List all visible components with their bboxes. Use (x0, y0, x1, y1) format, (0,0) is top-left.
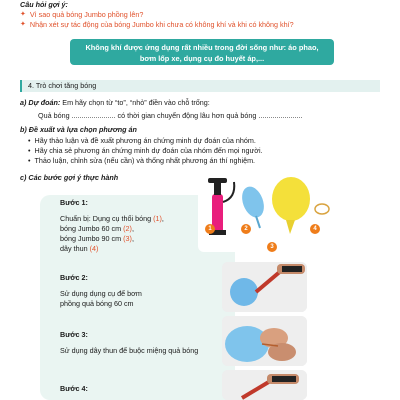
balloon-yellow-icon (272, 177, 310, 234)
step-line: dây thun (4) (60, 244, 99, 253)
step-line: bóng Jumbo 60 cm (2), (60, 224, 134, 233)
hint-item: ✦ Nhận xét sự tác động của bóng Jumbo khi chưa có không khí và khi có không khí? (20, 20, 294, 29)
badge-number: 2 (241, 224, 251, 234)
part-a-heading: a) Dự đoán: (20, 98, 61, 107)
part-a-text: Em hãy chọn từ “to”, “nhỏ” điền vào chỗ trống: (62, 98, 210, 107)
part-b-heading: b) Đề xuất và lựa chọn phương án (20, 125, 137, 134)
part-c-heading: c) Các bước gợi ý thực hành (20, 173, 119, 182)
step-4-photo (222, 370, 307, 400)
rubber-band-icon (315, 204, 329, 214)
step-3-photo (222, 316, 307, 366)
list-item: • Thảo luận, chỉnh sửa (nếu cần) và thống nhất phương án thí nghiệm. (28, 156, 388, 166)
step-title: Bước 2: (60, 273, 88, 282)
banner-line: Không khí được ứng dụng rất nhiều trong đời sống như: áo phao, (85, 43, 319, 52)
materials-illustration (198, 172, 338, 252)
step-title: Bước 4: (60, 384, 88, 393)
step-3 (60, 330, 240, 356)
badge-number: 3 (267, 242, 277, 252)
badge-number: 1 (205, 224, 215, 234)
step-2 (60, 273, 230, 309)
hint-item: ✦ Vì sao quả bóng Jumbo phồng lên? (20, 10, 144, 19)
pump-hand-illustration (222, 370, 307, 400)
fill-in-sentence: Quả bóng ...................... có thời gian chuyển động lâu hơn quả bóng ...................... (38, 111, 303, 120)
step-4 (60, 384, 88, 394)
part-b-list (28, 136, 388, 166)
list-item: • Hãy thảo luận và đề xuất phương án chứng minh dự đoán của nhóm. (28, 136, 388, 146)
part-a (20, 98, 390, 108)
banner-line: bơm lốp xe, dụng cụ đo huyết áp,... (139, 54, 265, 63)
inflating-balloon-illustration (222, 262, 307, 312)
hints-title: Câu hỏi gợi ý: (20, 0, 68, 9)
badge-number: 4 (310, 224, 320, 234)
step-line: Sử dụng dây thun để buộc miệng quả bóng (60, 346, 199, 355)
materials-photo (198, 172, 338, 252)
section-title: 4. Trò chơi tăng bóng (20, 80, 380, 92)
tying-balloon-illustration (222, 316, 307, 366)
list-item: • Hãy chia sẻ phương án chứng minh dự đoán của nhóm đến mọi người. (28, 146, 388, 156)
step-title: Bước 3: (60, 330, 88, 339)
step-2-photo (222, 262, 307, 312)
info-banner (70, 39, 334, 65)
balloon-blue-icon (238, 184, 268, 228)
step-line: Sử dụng dụng cụ để bơm (60, 289, 142, 298)
suggested-questions (20, 0, 294, 30)
step-line: phồng quả bóng 60 cm (60, 299, 134, 308)
step-title: Bước 1: (60, 198, 88, 207)
step-line: bóng Jumbo 90 cm (3), (60, 234, 134, 243)
step-line: Chuẩn bị: Dụng cụ thổi bóng (1), (60, 214, 164, 223)
